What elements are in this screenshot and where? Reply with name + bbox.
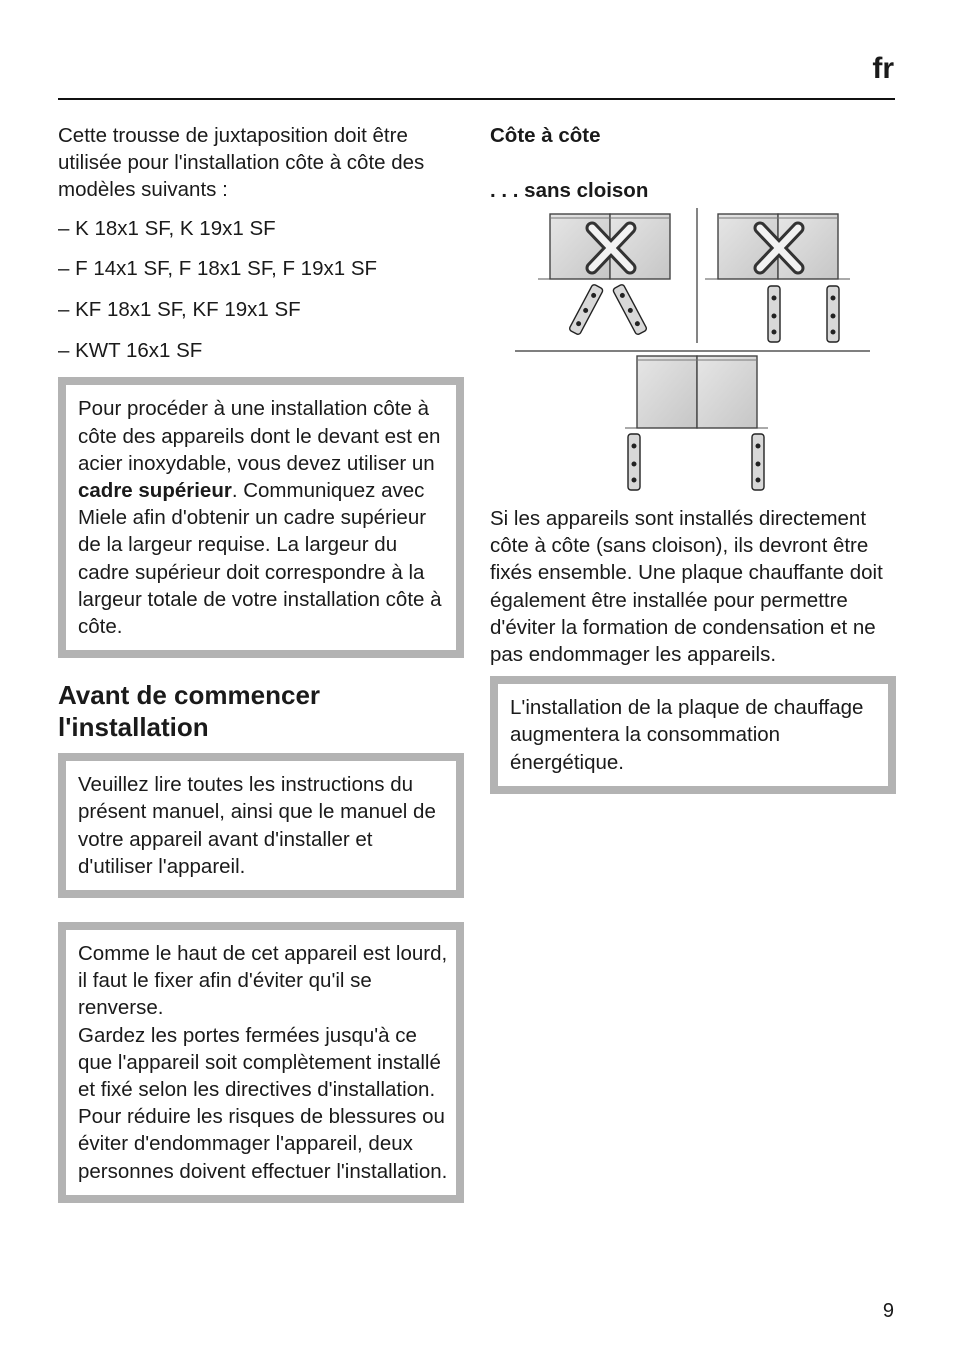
note-text: Veuillez lire toutes les instructions du présent manuel, ainsi que le manuel de votre appareil avant d'installer et d'utiliser l'appareil. xyxy=(78,773,436,878)
wrong-installation-diagram-b xyxy=(705,214,850,342)
wrong-installation-diagram-a xyxy=(538,214,670,335)
note-text: Pour procéder à une installation côte à côte des appareils dont le devant est en acier inoxydable, vous devez utiliser un cadre supérieur. Communiquez avec Miele afin d'obtenir un cadre supérieur de la largeur requise. La largeur du cadre supérieur doit correspondre à la largeur totale de votre installation côte à côte. xyxy=(78,397,442,639)
note-bold-term: cadre supérieur xyxy=(78,479,232,503)
right-column xyxy=(490,122,896,794)
left-column xyxy=(58,122,464,1203)
side-by-side-diagram xyxy=(510,206,870,491)
model-item: – F 14x1 SF, F 18x1 SF, F 19x1 SF xyxy=(58,257,378,281)
intro-text: Cette trousse de juxtaposition doit être utilisée pour l'installation côte à côte des modèles suivants : xyxy=(58,124,425,202)
side-by-side-paragraph: Si les appareils sont installés directement côte à côte (sans cloison), ils devront être fixés ensemble. Une plaque chauffante doit également être installée pour permettre d'éviter la formation de condensation et ne pas endommager les appareils. xyxy=(490,507,883,667)
note-box-warning xyxy=(58,922,464,1203)
note-box-read-instructions xyxy=(58,753,464,898)
subsection-heading: Côte à côte xyxy=(490,124,601,147)
note-text: L'installation de la plaque de chauffage augmentera la consommation énergétique. xyxy=(510,696,864,774)
model-item: – K 18x1 SF, K 19x1 SF xyxy=(58,216,276,240)
subsection-subheading: . . . sans cloison xyxy=(490,179,649,202)
model-item: – KF 18x1 SF, KF 19x1 SF xyxy=(58,298,301,322)
note-box-stainless xyxy=(58,377,464,658)
page-number: 9 xyxy=(882,1300,894,1322)
warning-text-1: Comme le haut de cet appareil est lourd, il faut le fixer afin d'éviter qu'il se renverse. xyxy=(78,942,448,1020)
note-box-energy xyxy=(490,676,896,794)
warning-text-3: Pour réduire les risques de blessures ou éviter d'endommager l'appareil, deux personnes doivent effectuer l'installation. xyxy=(78,1105,448,1183)
correct-installation-diagram xyxy=(625,356,768,490)
section-heading: Avant de commencer l'installation xyxy=(58,680,321,743)
language-code: fr xyxy=(872,52,894,85)
warning-text-2: Gardez les portes fermées jusqu'à ce que l'appareil soit complètement installé et fixé selon les directives d'installation. xyxy=(78,1023,441,1102)
header-rule xyxy=(58,98,895,100)
model-item: – KWT 16x1 SF xyxy=(58,338,203,362)
